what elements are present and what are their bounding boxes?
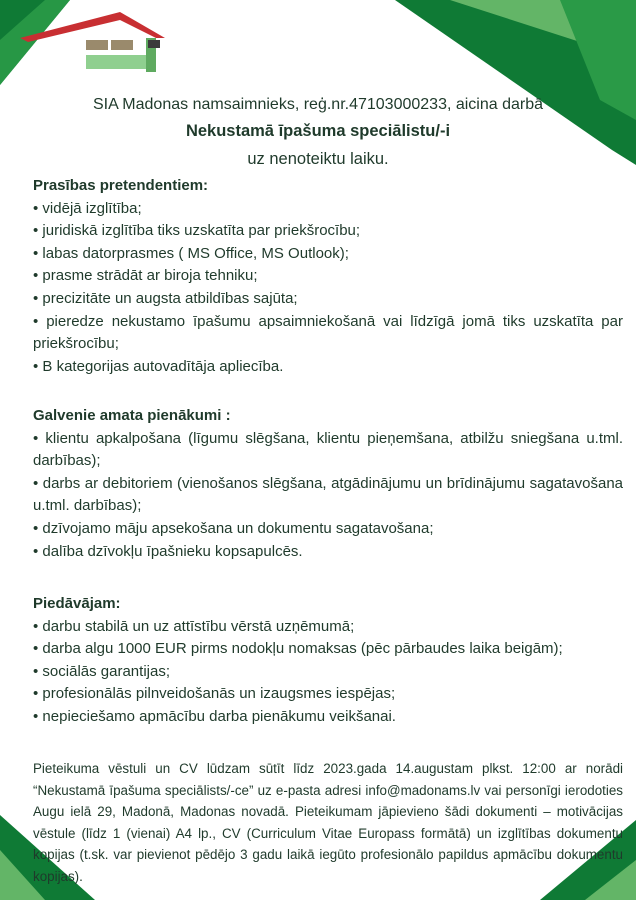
list-item: • klientu apkalpošana (līgumu slēgšana, klientu pieņemšana, atbilžu sniegšana u.tml. darbības); [33,428,623,473]
list-item: • prasme strādāt ar biroja tehniku; [33,265,623,288]
duties-heading: Galvenie amata pienākumi : [33,407,231,424]
list-item: • profesionālās pilnveidošanās un izaugsmes iespējas; [33,683,623,706]
list-item: • darbs ar debitoriem (vienošanos slēgšana, atgādinājumu un brīdinājumu sagatavošana u.tml. darbības); [33,473,623,518]
list-item: • juridiskā izglītība tiks uzskatīta par priekšrocību; [33,220,623,243]
requirements-section [33,175,623,378]
duties-list [33,428,623,564]
list-item: • darba algu 1000 EUR pirms nodokļu nomaksas (pēc pārbaudes laika beigām); [33,638,623,661]
offer-section [33,593,623,729]
requirements-heading: Prasības pretendentiem: [33,177,209,194]
company-logo [20,10,170,75]
list-item: • sociālās garantijas; [33,661,623,684]
list-item: • precizitāte un augsta atbildības sajūta; [33,288,623,311]
offer-heading: Piedāvājam: [33,595,121,612]
list-item: • labas datorprasmes ( MS Office, MS Outlook); [33,243,623,266]
intro-line-company: SIA Madonas namsaimnieks, reģ.nr.47103000233, aicina darbā [92,96,544,113]
job-title: Nekustamā īpašuma speciālistu/-i [185,122,451,140]
list-item: • pieredze nekustamo īpašumu apsaimniekošanā vai līdzīgā jomā tiks uzskatīta par priekšrocību; [33,311,623,356]
list-item: • darbu stabilā un uz attīstību vērstā uzņēmumā; [33,616,623,639]
list-item: • nepieciešamo apmācību darba pienākumu veikšanai. [33,706,623,729]
list-item: • vidējā izglītība; [33,198,623,221]
intro-line-term: uz nenoteiktu laiku. [247,150,389,168]
requirements-list [33,198,623,379]
duties-section [33,405,623,563]
list-item: • dzīvojamo māju apsekošana un dokumentu sagatavošana; [33,518,623,541]
offer-list [33,616,623,729]
list-item: • dalība dzīvokļu īpašnieku kopsapulcēs. [33,541,623,564]
list-item: • B kategorijas autovadītāja apliecība. [33,356,623,379]
application-instructions: Pieteikuma vēstuli un CV lūdzam sūtīt līdz 2023.gada 14.augustam plkst. 12:00 ar norādi “Nekustamā īpašuma speciālists/-ce” uz e-pasta adresi info@madonams.lv vai personīgi ierodoties Augu ielā 29, Madonā, Madonas novadā. Pieteikumam jāpievieno šādi dokumenti – motivācijas vēstule (līdz 1 (vienai) A4 lp., CV (Curriculum Vitae Europass formātā) un izglītības dokumentu kopijas (t.sk. var pievienot pēdējo 3 gadu laikā iegūto profesionālo papildus apmācību dokumentu kopijas). [33,761,623,884]
